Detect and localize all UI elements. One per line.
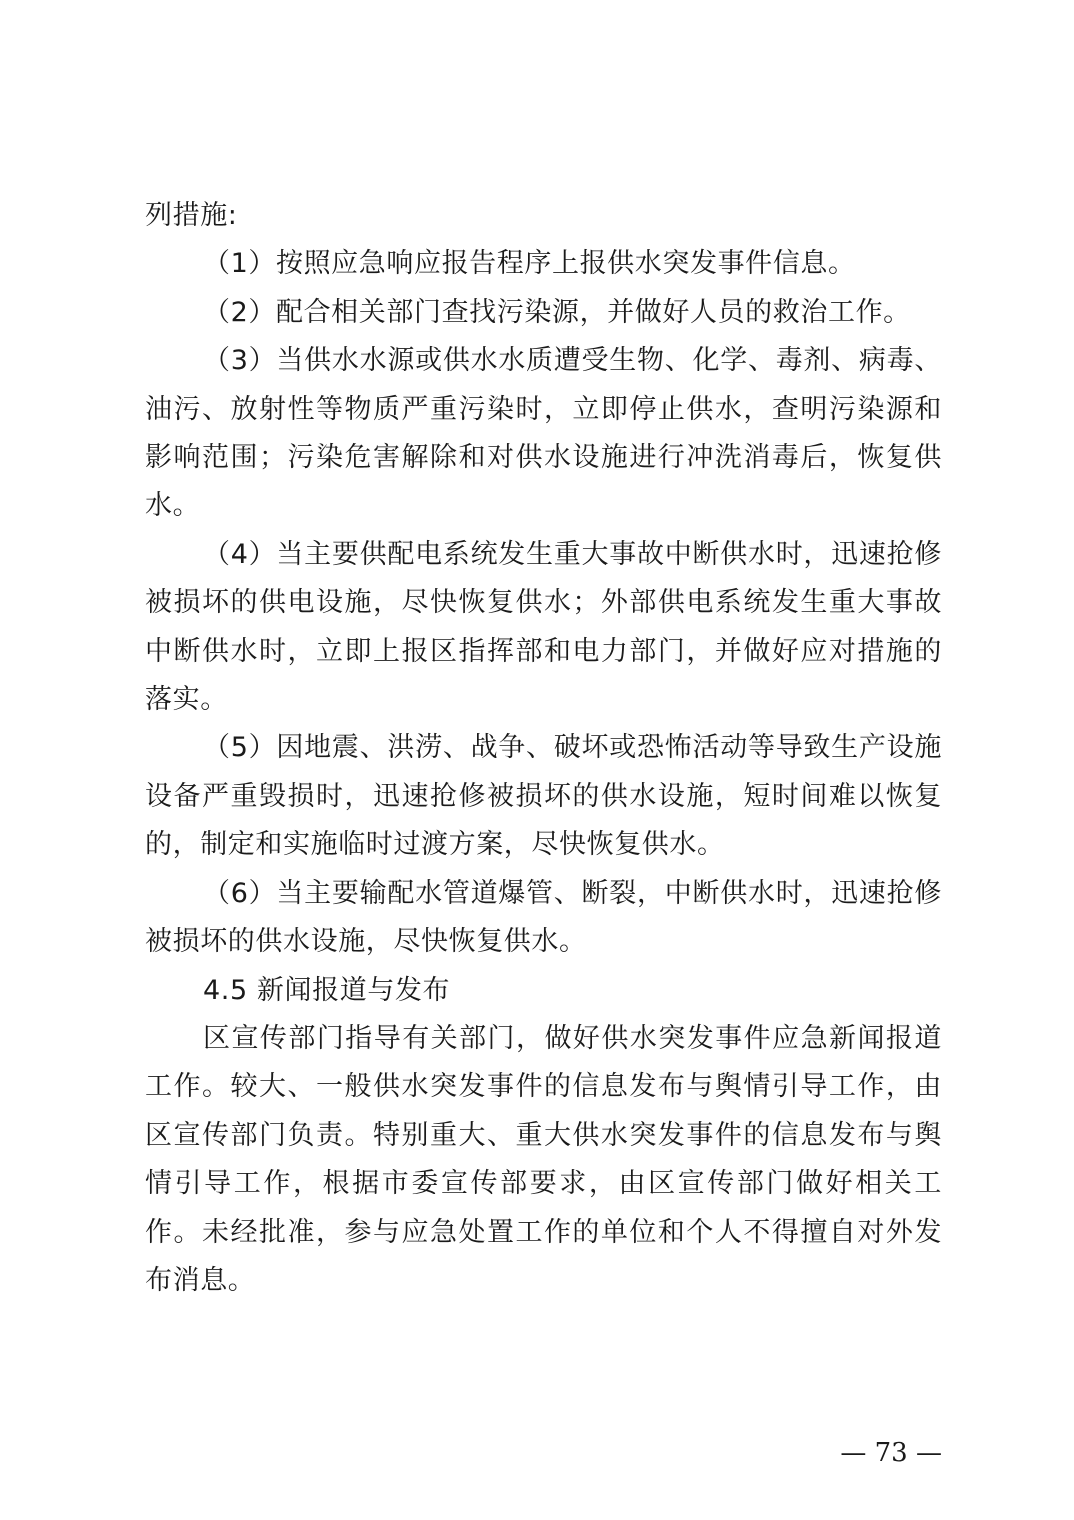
paragraph-measure-5: （5）因地震、洪涝、战争、破坏或恐怖活动等导致生产设施设备严重毁损时，迅速抢修被损坏的供水设施，短时间难以恢复的，制定和实施临时过渡方案，尽快恢复供水。 — [145, 732, 942, 861]
paragraph-intro-continuation: 列措施: — [145, 200, 238, 231]
document-body — [145, 192, 942, 1305]
paragraph-measure-6: （6）当主要输配水管道爆管、断裂，中断供水时，迅速抢修被损坏的供水设施，尽快恢复供水。 — [145, 877, 942, 958]
section-heading-4-5: 4.5 新闻报道与发布 — [203, 974, 451, 1006]
paragraph-measure-1: （1）按照应急响应报告程序上报供水突发事件信息。 — [203, 248, 856, 280]
paragraph-measure-2: （2）配合相关部门查找污染源，并做好人员的救治工作。 — [203, 296, 911, 328]
paragraph-measure-3: （3）当供水水源或供水水质遭受生物、化学、毒剂、病毒、油污、放射性等物质严重污染时，立即停止供水，查明污染源和影响范围；污染危害解除和对供水设施进行冲洗消毒后，恢复供水。 — [145, 345, 942, 522]
page-number: — 73 — — [840, 1438, 942, 1468]
paragraph-measure-4: （4）当主要供配电系统发生重大事故中断供水时，迅速抢修被损坏的供电设施，尽快恢复供水；外部供电系统发生重大事故中断供水时，立即上报区指挥部和电力部门，并做好应对措施的落实。 — [145, 538, 942, 716]
paragraph-news-release: 区宣传部门指导有关部门，做好供水突发事件应急新闻报道工作。较大、一般供水突发事件的信息发布与舆情引导工作，由区宣传部门负责。特别重大、重大供水突发事件的信息发布与舆情引导工作，根据市委宣传部要求，由区宣传部门做好相关工作。未经批准，参与应急处置工作的单位和个人不得擅自对外发布消息。 — [145, 1022, 942, 1296]
